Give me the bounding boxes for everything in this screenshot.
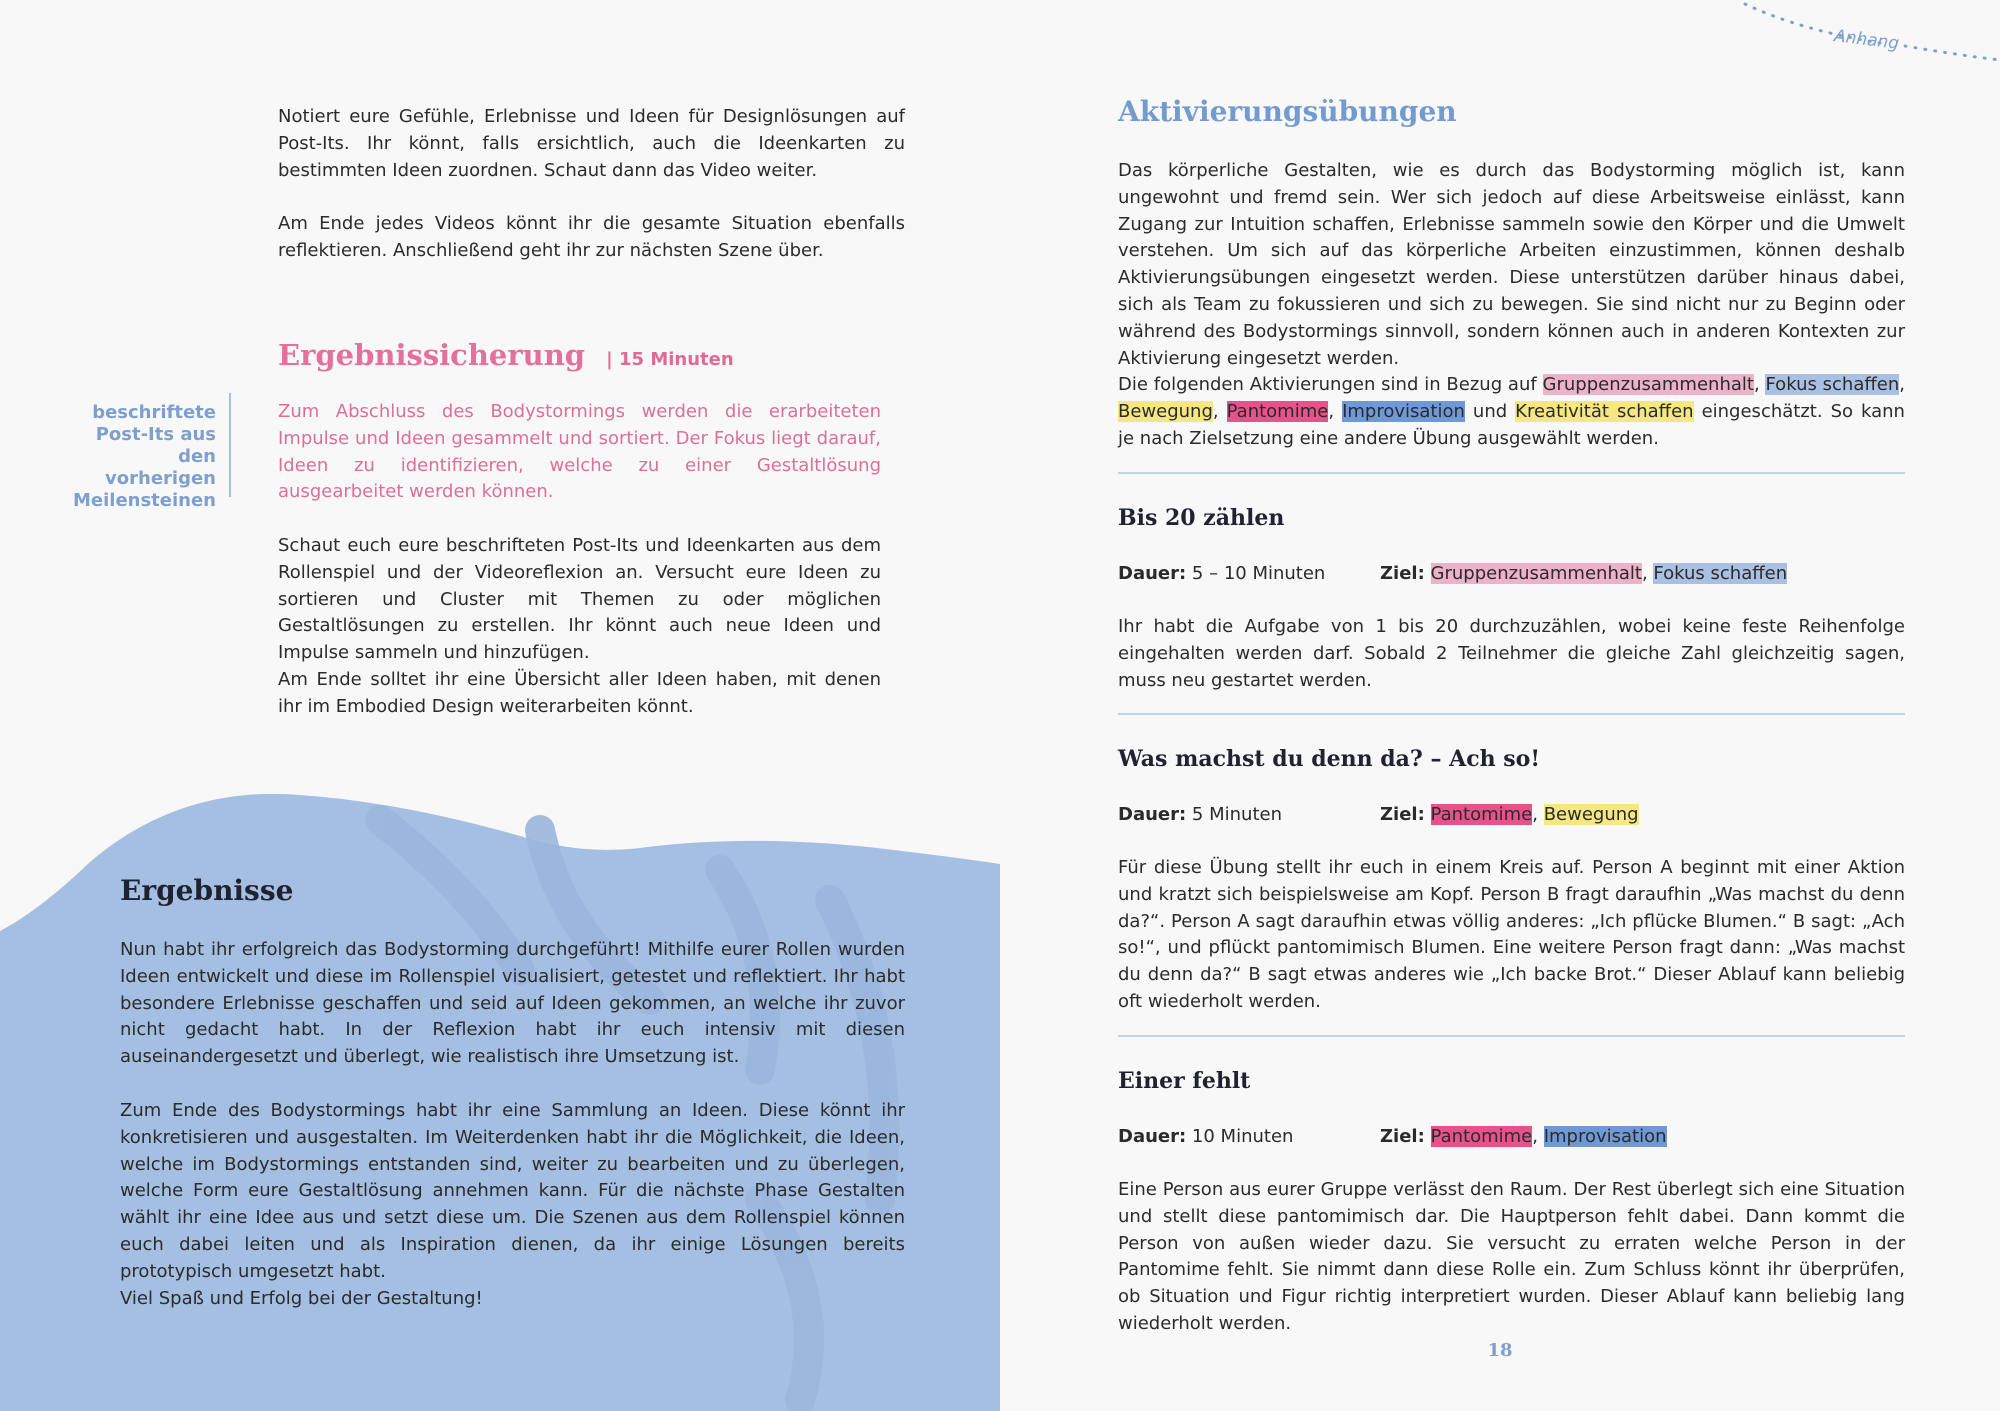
exercise-title: Was machst du denn da? – Ach so! xyxy=(1118,746,1540,772)
divider xyxy=(1118,472,1905,474)
results-title: Ergebnisse xyxy=(120,874,294,907)
divider xyxy=(1118,1035,1905,1037)
results-paragraph-1: Nun habt ihr erfolgreich das Bodystorming durchgeführt! Mithilfe eurer Rollen wurden Ideen entwickelt und diese im Rollenspiel visualisiert, getestet und reflektiert. Ihr habt besondere Erlebnisse geschaffen und seid auf Ideen gekommen, an welche ihr zuvor nicht gedacht habt. In der Reflexion habt ihr euch intensiv mit diesen auseinandergesetzt und überlegt, wie realistisch ihre Umsetzung ist. xyxy=(120,939,905,1068)
tag-gruppenzusammenhalt: Gruppenzusammenhalt xyxy=(1430,563,1642,584)
tag-pantomime: Pantomime xyxy=(1430,804,1533,825)
exercise-title-wrap xyxy=(1118,1068,1250,1094)
exercise-title-wrap xyxy=(1118,505,1284,531)
tag-gruppenzusammenhalt: Gruppenzusammenhalt xyxy=(1542,374,1754,395)
focus-paragraph: Die folgenden Aktivierungen sind in Bezug auf Gruppenzusammenhalt, Fokus schaffen, Bewegung, Pantomime, Improvisation und Kreativität schaffen eingeschätzt. So kann je nach Zielsetzung eine andere Übung ausgewählt werden. xyxy=(1118,374,1905,449)
exercise-duration: Dauer: 5 Minuten xyxy=(1118,804,1282,825)
exercise-description: Ihr habt die Aufgabe von 1 bis 20 durchzuzählen, wobei keine feste Reihenfolge eingehalten werden darf. Sobald 2 Teilnehmer die gleiche Zahl gleichzeitig sagen, muss neu gestartet werden. xyxy=(1118,616,1905,691)
results-title-wrap xyxy=(120,874,293,907)
activation-intro: Das körperliche Gestalten, wie es durch das Bodystorming möglich ist, kann ungewohnt und fremd sein. Wer sich jedoch auf diese Arbeitsweise einlässt, kann Zugang zur Intuition schaffen, Erlebnisse sammeln sowie den Körper und die Umwelt verstehen. Um sich auf das körperliche Arbeiten einzustimmen, können deshalb Aktivierungsübungen eingesetzt werden. Diese unterstützen darüber hinaus dabei, sich als Team zu fokussieren und sich zu bewegen. Sie sind nicht nur zu Beginn oder während des Bodystormings sinnvoll, sondern können auch in anderen Kontexten zur Aktivierung eingesetzt werden. xyxy=(1118,160,1905,369)
tag-improvisation: Improvisation xyxy=(1342,400,1465,422)
exercise-duration: Dauer: 10 Minuten xyxy=(1118,1126,1294,1147)
exercise-goal: Ziel: Pantomime, Improvisation xyxy=(1380,1126,1667,1147)
tag-kreativitaet-schaffen: Kreativität schaffen xyxy=(1515,400,1694,422)
exercise-title: Bis 20 zählen xyxy=(1118,505,1285,531)
tag-fokus-schaffen: Fokus schaffen xyxy=(1765,374,1900,395)
sidenote: beschriftete Post-Its aus den vorherigen Meilensteinen xyxy=(72,402,216,511)
exercise-goal: Ziel: Gruppenzusammenhalt, Fokus schaffen xyxy=(1380,563,1788,584)
tag-fokus-schaffen: Fokus schaffen xyxy=(1653,563,1788,584)
section-label: Anhang xyxy=(1833,26,1901,54)
intro-paragraph-1: Notiert eure Gefühle, Erlebnisse und Ideen für Designlösungen auf Post-Its. Ihr könnt, falls ersichtlich, auch die Ideenkarten zu bestimmten Ideen zuordnen. Schaut dann das Video weiter. xyxy=(278,106,905,181)
sidenote-rule xyxy=(229,393,231,497)
outcome-paragraph: Am Ende solltet ihr eine Übersicht aller Ideen haben, mit denen ihr im Embodied Design weiterarbeiten könnt. xyxy=(278,669,881,717)
results-paragraph-3: Viel Spaß und Erfolg bei der Gestaltung! xyxy=(120,1288,483,1309)
divider xyxy=(1118,713,1905,715)
page-number: 18 xyxy=(1487,1340,1513,1361)
exercise-title-wrap xyxy=(1118,746,1540,772)
exercise-description: Eine Person aus eurer Gruppe verlässt den Raum. Der Rest überlegt sich eine Situation und stellt diese pantomimisch dar. Die Hauptperson fehlt dabei. Dann kommt die Person von außen wieder dazu. Sie versucht zu erraten welche Person in der Pantomime fehlt. Sie nimmt dann diese Rolle ein. Zum Schluss könnt ihr überprüfen, ob Situation und Figur richtig interpretiert wurden. Dieser Ablauf kann beliebig lang wiederholt werden. xyxy=(1118,1179,1905,1334)
tag-bewegung: Bewegung xyxy=(1118,400,1213,422)
activation-title: Aktivierungsübungen xyxy=(1118,95,1457,128)
exercise-title: Einer fehlt xyxy=(1118,1068,1251,1094)
section-title: Ergebnissicherung xyxy=(278,338,586,372)
tag-improvisation: Improvisation xyxy=(1543,1126,1667,1147)
tag-pantomime: Pantomime xyxy=(1226,400,1329,422)
exercise-goal: Ziel: Pantomime, Bewegung xyxy=(1380,804,1639,825)
exercise-description: Für diese Übung stellt ihr euch in einem Kreis auf. Person A beginnt mit einer Aktion und kratzt sich beispielsweise am Kopf. Person B fragt daraufhin „Was machst du denn da?“. Person A sagt daraufhin etwas völlig anderes: „Ich pflücke Blumen.“ B sagt: „Ach so!“, und pflückt pantomimisch Blumen. Eine weitere Person fragt dann: „Was machst du denn da?“ B sagt etwas anderes wie „Ich backe Brot.“ Dieser Ablauf kann beliebig oft wiederholt werden. xyxy=(1118,857,1905,1012)
right-title-wrap xyxy=(1118,95,1457,128)
summary-paragraph: Zum Abschluss des Bodystormings werden die erarbeiteten Impulse und Ideen gesammelt und sortiert. Der Fokus liegt darauf, Ideen zu identifizieren, welche zu einer Gestaltlösung ausgearbeitet werden können. xyxy=(278,401,881,503)
section-duration: | 15 Minuten xyxy=(606,349,734,370)
tag-pantomime: Pantomime xyxy=(1430,1126,1533,1147)
tag-bewegung: Bewegung xyxy=(1543,804,1639,825)
section-heading xyxy=(278,338,734,372)
exercise-duration: Dauer: 5 – 10 Minuten xyxy=(1118,563,1326,584)
intro-paragraph-2: Am Ende jedes Videos könnt ihr die gesamte Situation ebenfalls reflektieren. Anschließend geht ihr zur nächsten Szene über. xyxy=(278,213,905,261)
results-paragraph-2: Zum Ende des Bodystormings habt ihr eine Sammlung an Ideen. Diese könnt ihr konkretisieren und ausgestalten. Im Weiterdenken habt ihr die Möglichkeit, die Ideen, welche im Bodystormings entstanden sind, weiter zu bearbeiten und zu überlegen, welche Form eure Gestaltlösung annehmen kann. Für die nächste Phase Gestalten wählt ihr eine Idee aus und setzt diese um. Die Szenen aus dem Rollenspiel können euch dabei leiten und als Inspiration dienen, da ihr einige Lösungen bereits prototypisch umgesetzt habt. xyxy=(120,1100,905,1282)
instructions-paragraph: Schaut euch eure beschrifteten Post-Its und Ideenkarten aus dem Rollenspiel und der Videoreflexion an. Versucht eure Ideen zu sortieren und Cluster mit Themen zu oder möglichen Gestaltlösungen zu erstellen. Ihr könnt auch neue Ideen und Impulse sammeln und hinzufügen. xyxy=(278,535,881,664)
